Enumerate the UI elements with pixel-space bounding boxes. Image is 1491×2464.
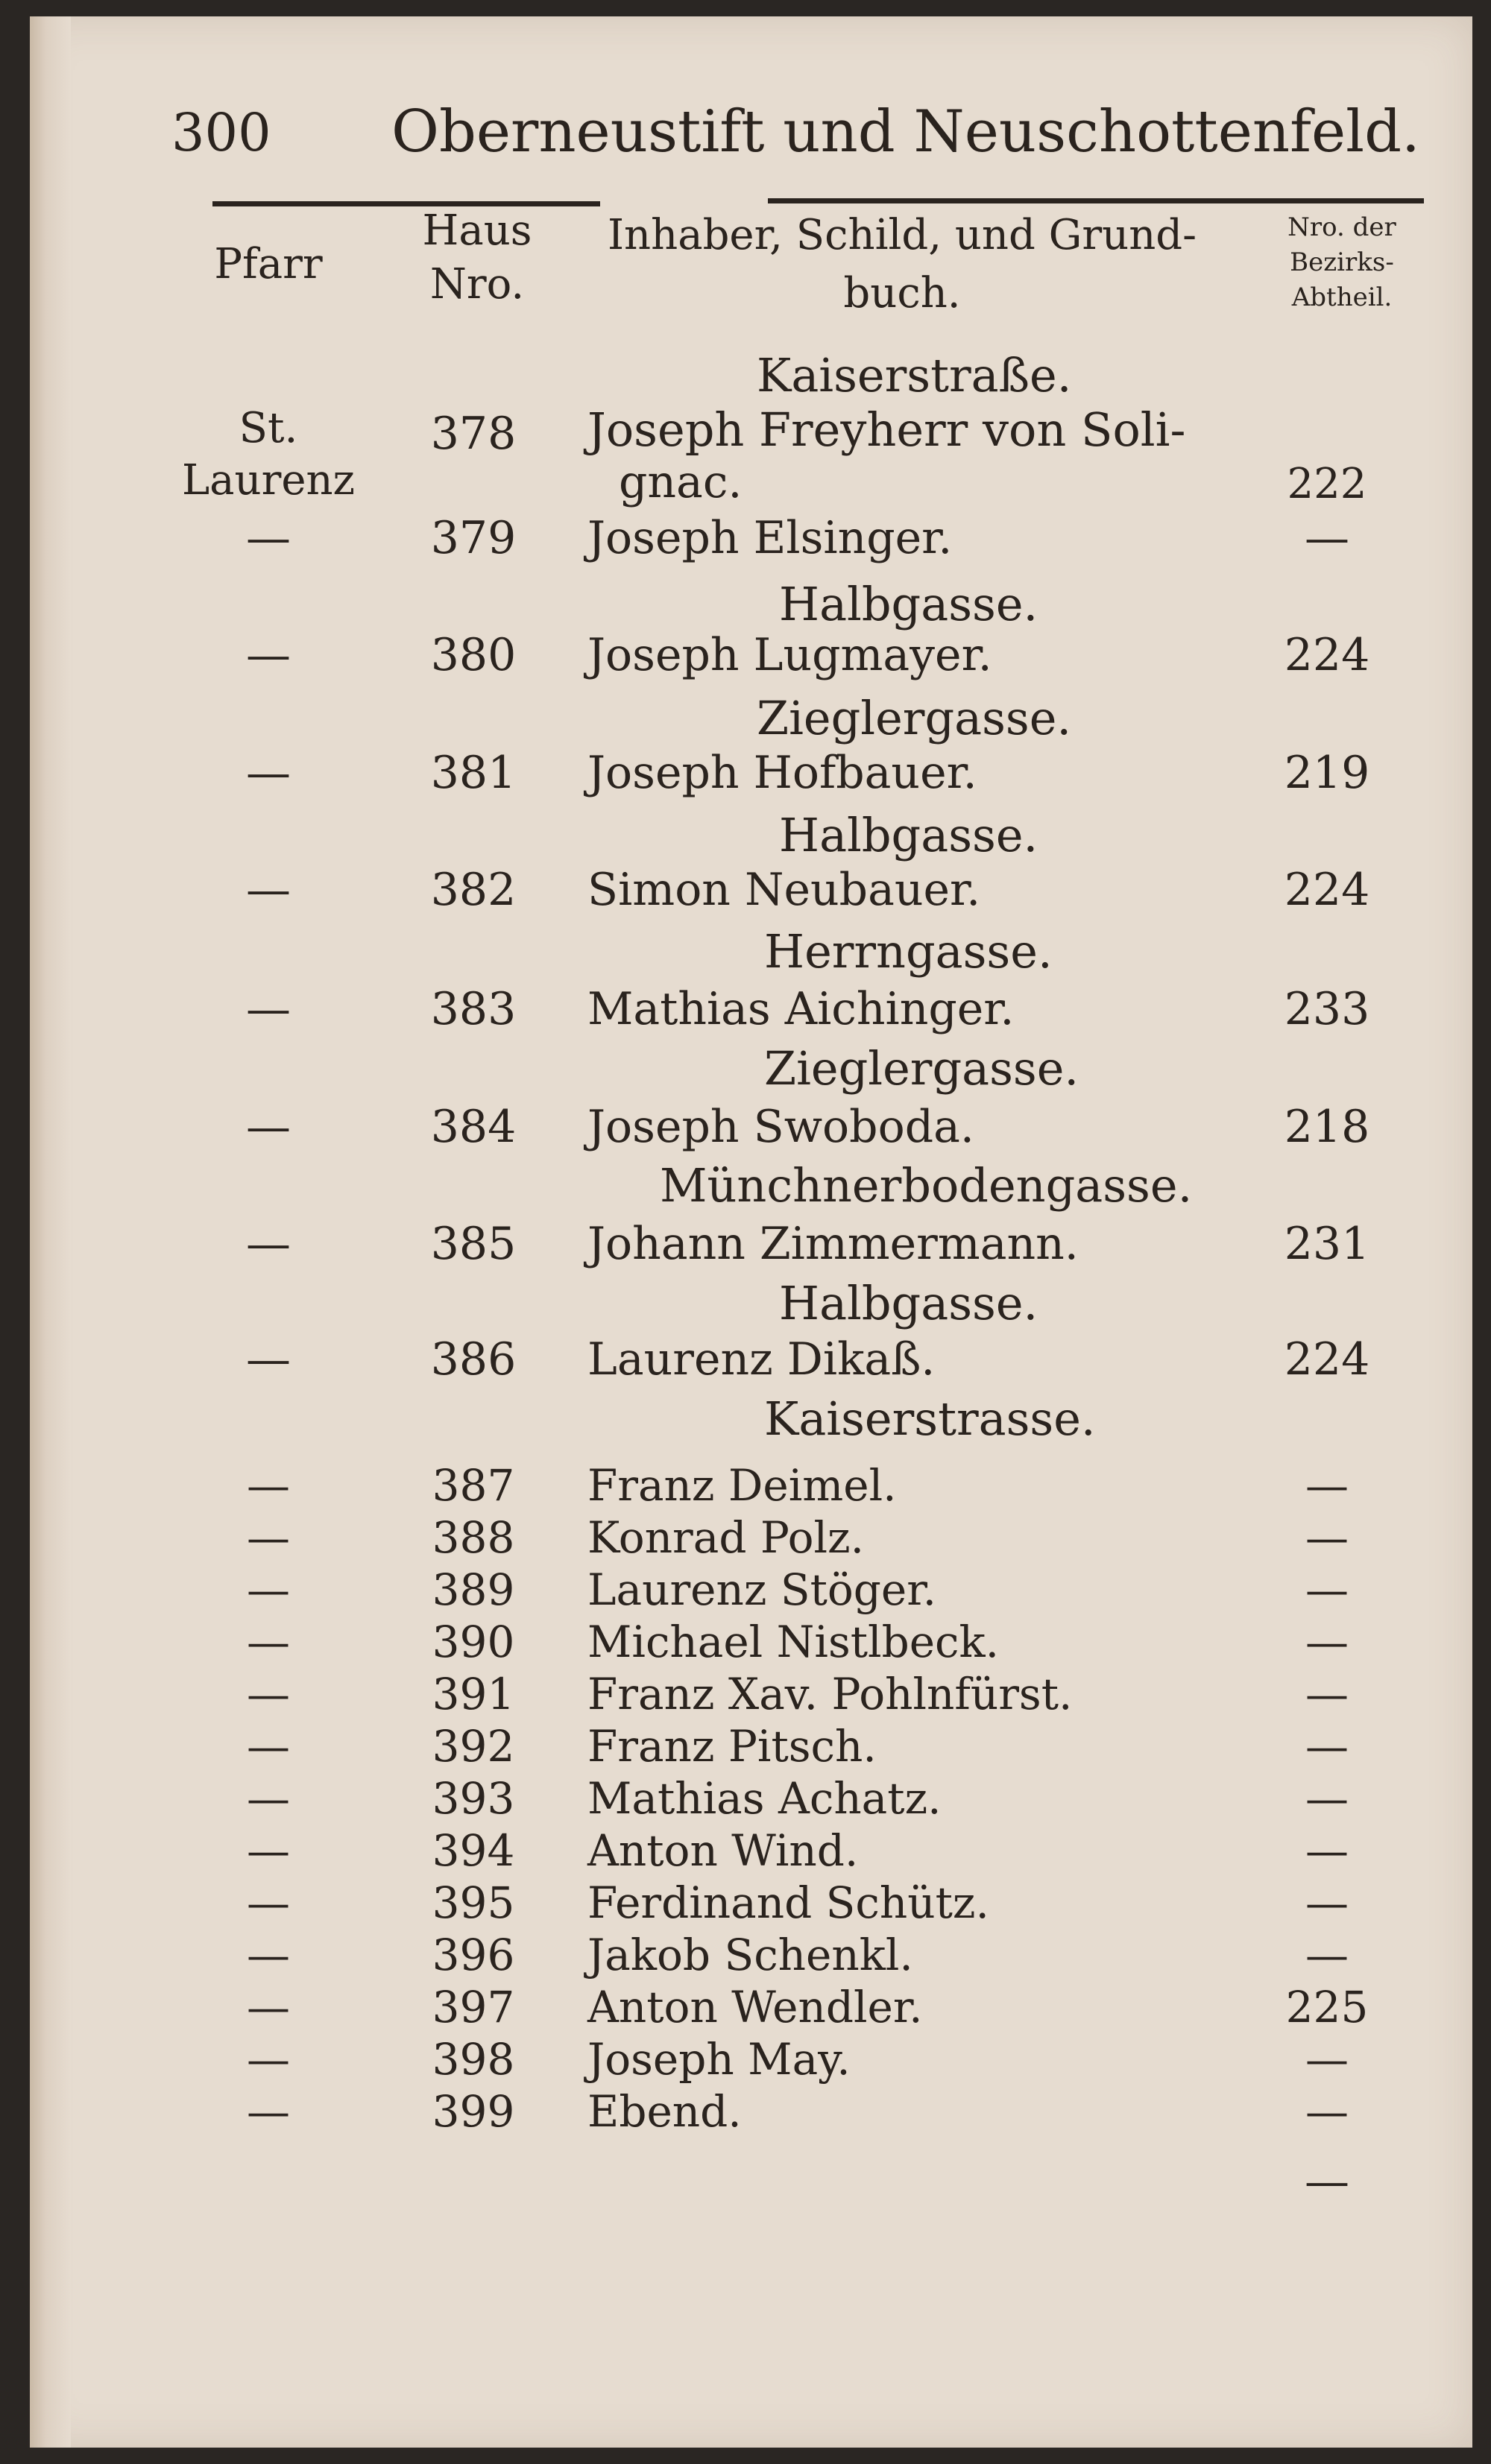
owner-name: Joseph Lugmayer. — [587, 629, 992, 681]
table-row — [30, 983, 1472, 1043]
haus-number: 398 — [432, 2034, 515, 2085]
pfarr-ditto: — — [247, 1930, 290, 1980]
table-row — [30, 1721, 1472, 1781]
pfarr-ditto: — — [246, 747, 291, 799]
table-row — [30, 1982, 1472, 2041]
haus-number: 397 — [432, 1982, 515, 2032]
bezirk-number: — — [1305, 1617, 1349, 1667]
pfarr-ditto: — — [247, 1669, 290, 1719]
table-row — [30, 1460, 1472, 1520]
haus-number: 379 — [430, 512, 517, 564]
owner-name: Laurenz Stöger. — [587, 1564, 937, 1615]
column-header-inhaber-line2: buch. — [843, 269, 961, 318]
bezirk-number: — — [1305, 1930, 1349, 1980]
pfarr-ditto: — — [247, 2034, 290, 2085]
table-row — [30, 1564, 1472, 1624]
bezirk-number: 225 — [1285, 1982, 1369, 2032]
owner-name: Michael Nistlbeck. — [587, 1617, 1000, 1667]
haus-number: 386 — [430, 1333, 517, 1386]
column-header-inhaber-line1: Inhaber, Schild, und Grund- — [607, 211, 1197, 259]
table-row — [30, 1669, 1472, 1728]
bezirk-number: — — [1305, 1669, 1349, 1719]
owner-name-continued: gnac. — [619, 456, 743, 508]
bezirk-number: — — [1305, 2086, 1349, 2137]
haus-number: 383 — [430, 983, 517, 1035]
table-row — [30, 864, 1472, 923]
bezirk-number: 233 — [1284, 983, 1370, 1035]
haus-number: 381 — [430, 747, 517, 799]
pfarr-ditto: — — [247, 1982, 290, 2032]
table-row — [30, 1773, 1472, 1833]
table-row — [30, 1930, 1472, 1989]
pfarr-ditto: — — [246, 983, 291, 1035]
owner-name: Joseph Swoboda. — [587, 1101, 974, 1153]
pfarr-ditto: — — [247, 1564, 290, 1615]
bezirk-number: — — [1305, 1512, 1349, 1563]
haus-number: 395 — [432, 1877, 515, 1928]
street-heading: Halbgasse. — [779, 1276, 1038, 1330]
owner-name: Joseph Freyherr von Soli- — [587, 402, 1186, 457]
haus-number: 393 — [432, 1773, 515, 1824]
owner-name: Simon Neubauer. — [587, 864, 981, 916]
pfarr-ditto: — — [246, 864, 291, 916]
bezirk-number: 231 — [1284, 1218, 1370, 1270]
owner-name: Franz Deimel. — [587, 1460, 897, 1511]
street-heading: Halbgasse. — [779, 808, 1038, 862]
pfarr-ditto: — — [246, 512, 291, 564]
pfarr-ditto: — — [247, 1773, 290, 1824]
column-header-bezirk-line2: Bezirks- — [1290, 247, 1394, 277]
bezirk-number: — — [1305, 1564, 1349, 1615]
bezirk-number: 222 — [1287, 460, 1367, 508]
trailing-dash: — — [1305, 2155, 1349, 2208]
owner-name: Mathias Achatz. — [587, 1773, 942, 1824]
pfarr-ditto: — — [247, 1721, 290, 1772]
pfarr-line1: St. — [239, 404, 298, 452]
street-heading: Herrngasse. — [764, 924, 1053, 979]
street-heading: Zieglergasse. — [764, 1041, 1079, 1096]
owner-name: Joseph Hofbauer. — [587, 747, 977, 799]
table-row — [30, 1877, 1472, 1937]
haus-number: 390 — [432, 1617, 515, 1667]
register-table — [30, 16, 1472, 2448]
owner-name: Franz Pitsch. — [587, 1721, 877, 1772]
owner-name: Johann Zimmermann. — [587, 1218, 1079, 1270]
haus-number: 378 — [430, 408, 517, 460]
table-row — [30, 747, 1472, 806]
pfarr-ditto: — — [246, 1333, 291, 1386]
bezirk-number: 224 — [1284, 1333, 1370, 1386]
owner-name: Anton Wendler. — [587, 1982, 923, 2032]
pfarr-ditto: — — [246, 629, 291, 681]
column-header-haus-line2: Nro. — [429, 260, 525, 309]
street-heading: Kaiserstrasse. — [764, 1391, 1096, 1446]
pfarr-ditto: — — [247, 1512, 290, 1563]
bezirk-number: 224 — [1284, 629, 1370, 681]
bezirk-number: — — [1305, 2034, 1349, 2085]
column-header-bezirk-line1: Nro. der — [1287, 212, 1396, 242]
column-header-bezirk-line3: Abtheil. — [1291, 282, 1393, 312]
owner-name: Jakob Schenkl. — [587, 1930, 913, 1980]
bezirk-number: 219 — [1284, 747, 1370, 799]
owner-name: Anton Wind. — [587, 1825, 859, 1876]
haus-number: 396 — [432, 1930, 515, 1980]
haus-number: 389 — [432, 1564, 515, 1615]
pfarr-st-laurenz — [179, 402, 358, 507]
table-row — [30, 1512, 1472, 1572]
bezirk-number: 218 — [1284, 1101, 1370, 1153]
table-row — [30, 2086, 1472, 2146]
haus-number: 384 — [430, 1101, 517, 1153]
table-row — [30, 2034, 1472, 2094]
street-heading: Münchnerbodengasse. — [660, 1158, 1193, 1213]
table-row — [30, 512, 1472, 572]
pfarr-ditto: — — [247, 1617, 290, 1667]
haus-number: 387 — [432, 1460, 515, 1511]
haus-number: 380 — [430, 629, 517, 681]
bezirk-number: — — [1305, 1877, 1349, 1928]
table-row — [30, 629, 1472, 689]
haus-number: 399 — [432, 2086, 515, 2137]
pfarr-ditto: — — [247, 1825, 290, 1876]
table-row — [30, 1617, 1472, 1676]
table-row — [30, 1825, 1472, 1885]
column-header-haus-line1: Haus — [422, 206, 532, 255]
owner-name: Franz Xav. Pohlnfürst. — [587, 1669, 1073, 1719]
owner-name: Ferdinand Schütz. — [587, 1877, 989, 1928]
bezirk-number: — — [1305, 1721, 1349, 1772]
street-heading: Kaiserstraße. — [757, 348, 1072, 402]
street-heading: Zieglergasse. — [757, 691, 1072, 745]
book-page — [30, 16, 1472, 2448]
pfarr-ditto: — — [247, 1460, 290, 1511]
table-row — [30, 1101, 1472, 1160]
pfarr-ditto: — — [246, 1218, 291, 1270]
bezirk-number: — — [1305, 1825, 1349, 1876]
bezirk-number: — — [1305, 1773, 1349, 1824]
haus-number: 385 — [430, 1218, 517, 1270]
running-title: Oberneustift und Neuschottenfeld. — [391, 98, 1420, 165]
owner-name: Laurenz Dikaß. — [587, 1333, 936, 1386]
pfarr-ditto: — — [247, 1877, 290, 1928]
haus-number: 382 — [430, 864, 517, 916]
haus-number: 388 — [432, 1512, 515, 1563]
table-row — [30, 1218, 1472, 1277]
haus-number: 394 — [432, 1825, 515, 1876]
bezirk-number: 224 — [1284, 864, 1370, 916]
table-row — [30, 1333, 1472, 1393]
haus-number: 391 — [432, 1669, 515, 1719]
owner-name: Mathias Aichinger. — [587, 983, 1015, 1035]
owner-name: Ebend. — [587, 2086, 742, 2137]
haus-number: 392 — [432, 1721, 515, 1772]
pfarr-ditto: — — [247, 2086, 290, 2137]
bezirk-number: — — [1305, 512, 1349, 564]
page-number: 300 — [171, 102, 271, 163]
street-heading: Halbgasse. — [779, 577, 1038, 631]
owner-name: Joseph Elsinger. — [587, 512, 953, 564]
bezirk-number: — — [1305, 1460, 1349, 1511]
owner-name: Joseph May. — [587, 2034, 851, 2085]
pfarr-line2: Laurenz — [181, 456, 356, 505]
pfarr-ditto: — — [246, 1101, 291, 1153]
owner-name: Konrad Polz. — [587, 1512, 865, 1563]
column-header-pfarr-text: Pfarr — [214, 240, 323, 288]
